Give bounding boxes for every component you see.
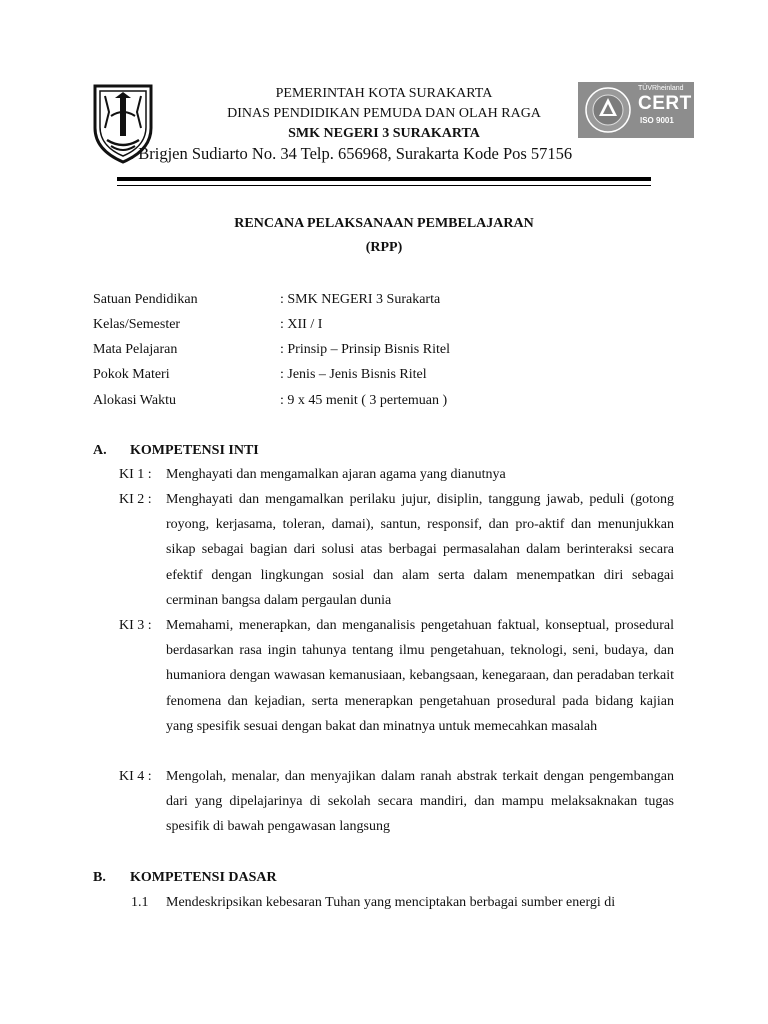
- section-b-letter: B.: [93, 870, 106, 885]
- info-label: Kelas/Semester: [93, 317, 181, 332]
- kd-number: 1.1: [131, 895, 149, 910]
- document-subtitle: (RPP): [365, 240, 403, 255]
- section-a-letter: A.: [93, 443, 107, 458]
- info-value: : XII / I: [280, 317, 323, 332]
- ki-label: KI 3 :: [119, 618, 152, 633]
- letterhead-government: PEMERINTAH KOTA SURAKARTA: [275, 86, 493, 101]
- info-value: : 9 x 45 menit ( 3 pertemuan ): [280, 393, 448, 408]
- letterhead-school: SMK NEGERI 3 SURAKARTA: [288, 126, 480, 141]
- info-label: Pokok Materi: [93, 367, 170, 382]
- letterhead-department: DINAS PENDIDIKAN PEMUDA DAN OLAH RAGA: [227, 106, 541, 121]
- ki-label: KI 1 :: [119, 467, 152, 482]
- tuv-cert-badge: [578, 82, 694, 138]
- cert-label: CERT: [638, 93, 692, 114]
- section-a-title: KOMPETENSI INTI: [130, 443, 259, 458]
- tuv-brand: TÜVRheinland: [638, 85, 684, 92]
- ki-label: KI 4 :: [119, 769, 152, 784]
- letterhead-rule-thick: [117, 177, 651, 181]
- ki-text: Menghayati dan mengamalkan perilaku jujur, disiplin, tanggung jawab, peduli (gotong royong, kerjasama, toleran, damai), santun, responsif, dan pro-aktif dan menunjukkan sikap sebagai bagian dari solusi atas berbagai permasalahan dalam berinteraksi secara efektif dengan lingkungan sosial dan alam serta dalam menempatkan diri sebagai cerminan bangsa dalam pergaulan dunia: [166, 492, 674, 608]
- ki-text: Memahami, menerapkan, dan menganalisis pengetahuan faktual, konseptual, prosedural berdasarkan rasa ingin tahunya tentang ilmu pengetahuan, teknologi, seni, budaya, dan humaniora dengan wawasan kemanusiaan, kebangsaan, kenegaraan, dan peradaban terkait fenomena dan kejadian, serta menerapkan pengetahuan prosedural pada bidang kajian yang spesifik sesuai dengan bakat dan minatnya untuk memecahkan masalah: [166, 618, 674, 734]
- info-label: Alokasi Waktu: [93, 393, 176, 408]
- letterhead-rule-thin: [117, 185, 651, 186]
- ki-label: KI 2 :: [119, 492, 152, 507]
- kd-text: Mendeskripsikan kebesaran Tuhan yang menciptakan berbagai sumber energi di: [166, 895, 616, 910]
- ki-text: Menghayati dan mengamalkan ajaran agama yang dianutnya: [166, 467, 506, 482]
- ki-text: Mengolah, menalar, dan menyajikan dalam ranah abstrak terkait dengan pengembangan dari yang dipelajarinya di sekolah secara mandiri, dan mampu melaksaknakan tugas spesifik di bawah pengawasan langsung: [166, 769, 674, 835]
- letterhead-address: . Brigjen Sudiarto No. 34 Telp. 656968, Surakarta Kode Pos 57156: [130, 144, 573, 163]
- info-value: : Jenis – Jenis Bisnis Ritel: [280, 367, 427, 382]
- document-title: RENCANA PELAKSANAAN PEMBELAJARAN: [234, 216, 534, 231]
- info-label: Mata Pelajaran: [93, 342, 178, 357]
- info-value: : Prinsip – Prinsip Bisnis Ritel: [280, 342, 450, 357]
- tuv-seal-icon: [584, 86, 632, 134]
- info-label: Satuan Pendidikan: [93, 292, 198, 307]
- info-value: : SMK NEGERI 3 Surakarta: [280, 292, 441, 307]
- iso-label: ISO 9001: [640, 116, 674, 125]
- section-b-title: KOMPETENSI DASAR: [130, 870, 277, 885]
